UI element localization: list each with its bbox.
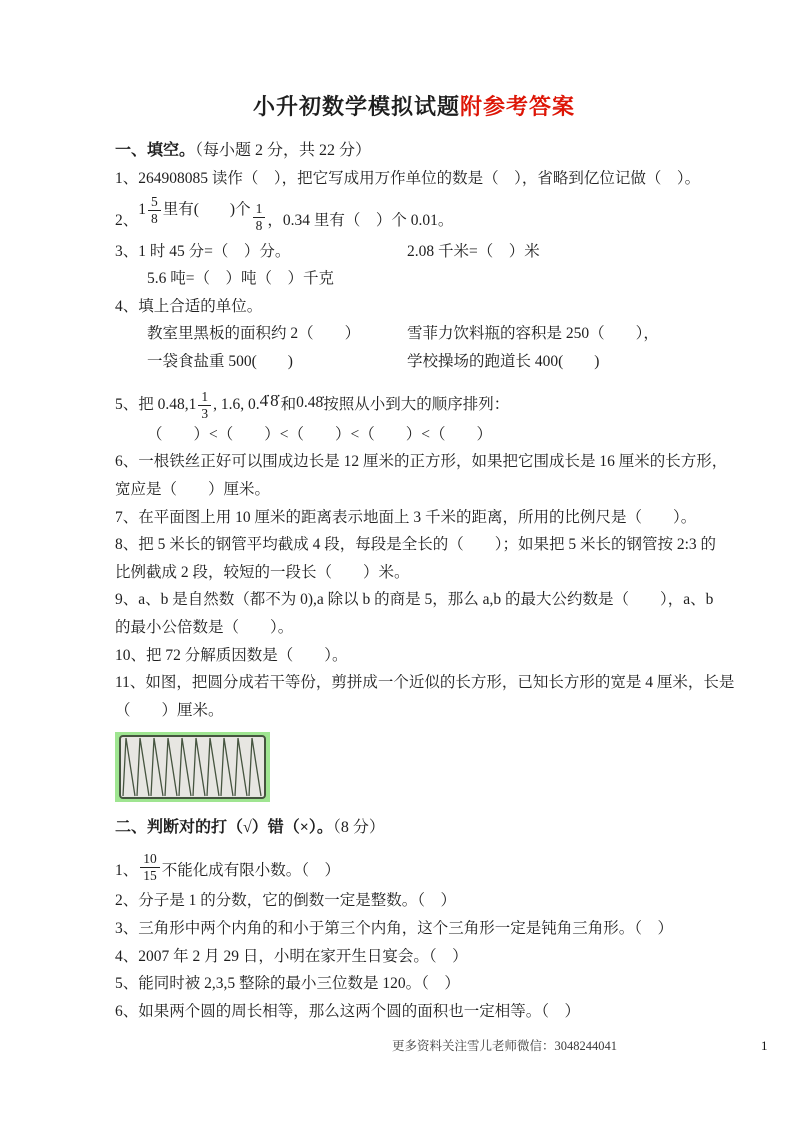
question-2-prefix: 2、 — [115, 212, 139, 230]
question-2-mixed-number — [138, 194, 251, 227]
judge-3: 3、三角形中两个内角的和小于第三个内角，这个三角形一定是钝角三角形。（ ） — [115, 919, 674, 937]
question-4-row2-left: 一袋食盐重 500( ) — [147, 352, 293, 370]
question-8-line2: 比例截成 2 段，较短的一段长（ ）米。 — [115, 563, 410, 581]
section1-heading-note: （每小题 2 分，共 22 分） — [195, 142, 372, 159]
question-9-line2: 的最小公倍数是（ ）。 — [115, 619, 294, 636]
judge-5: 5、能同时被 2,3,5 整除的最小三位数是 120。（ ） — [115, 975, 460, 993]
question-7: 7、在平面图上用 10 厘米的距离表示地面上 3 千米的距离，所用的比例尺是（ ）。 — [115, 508, 697, 526]
question-11-line1: 11、如图，把圆分成若干等份，剪拼成一个近似的长方形，已知长方形的宽是 4 厘米，长是 — [115, 674, 735, 692]
judge-1-prefix: 1、 — [115, 862, 139, 880]
question-9-line1: 9、a、b 是自然数（都不为 0),a 除以 b 的商是 5，那么 a,b 的最大公约数是（ ），a、b — [115, 591, 714, 609]
fraction-1-3: $\frac{1}{3}$ — [196, 390, 213, 421]
circle-sectors-image — [115, 732, 270, 802]
fraction-1-8: $\frac{1}{8}$ — [251, 202, 268, 233]
judge-6: 6、如果两个圆的周长相等，那么这两个圆的面积也一定相等。（ ） — [115, 1002, 581, 1020]
question-3-line2: 5.6 吨=（ ）吨（ ）千克 — [147, 270, 334, 288]
title-main: 小升初数学模拟试题 — [252, 94, 460, 119]
question-2-mid: 里有( )个 — [162, 201, 251, 219]
question-11-line2: （ ）厘米。 — [115, 701, 224, 719]
question-3-right: 2.08 千米=（ ）米 — [407, 242, 540, 260]
repeating-decimal-048: 0.48̇ — [296, 393, 324, 411]
page-title — [115, 90, 713, 121]
question-5-tail: 按照从小到大的顺序排列： — [323, 395, 510, 413]
question-4-row1-left: 教室里黑板的面积约 2（ ） — [147, 325, 361, 343]
question-5 — [115, 376, 713, 421]
question-2 — [115, 192, 713, 237]
judge-4: 4、2007 年 2 月 29 日，小明在家开生日宴会。（ ） — [115, 947, 468, 965]
question-10: 10、把 72 分解质因数是（ ）。 — [115, 646, 348, 664]
question-4-row2 — [115, 348, 713, 376]
question-2-tail: ，0.34 里有（ ）个 0.01。 — [267, 212, 454, 230]
judge-1 — [115, 842, 713, 887]
question-3-left: 3、1 时 45 分=（ ）分。 — [115, 242, 291, 260]
question-5-conj: 和 — [280, 395, 297, 413]
title-answer-note: 附参考答案 — [460, 94, 576, 119]
circle-sectors-figure — [115, 732, 713, 802]
question-6-line2: 宽应是（ ）厘米。 — [115, 481, 271, 499]
question-5-whole: 1 — [188, 395, 197, 413]
question-5-mid: , 1.6, 0. — [213, 395, 260, 413]
question-3 — [115, 238, 713, 266]
judge-2: 2、分子是 1 的分数，它的倒数一定是整数。（ ） — [115, 892, 457, 910]
question-4: 4、填上合适的单位。 — [115, 297, 263, 315]
judge-1-tail: 不能化成有限小数。（ ） — [161, 862, 341, 880]
footer-promo-text: 更多资料关注雪儿老师微信：3048244041 — [392, 1039, 618, 1053]
fraction-10-15: $\frac{10}{15}$ — [138, 852, 162, 883]
section1-heading-bold: 一、填空。 — [115, 142, 196, 159]
page-number: 1 — [761, 1038, 768, 1053]
section2-heading-note: （8 分） — [332, 819, 385, 837]
section1-heading — [115, 137, 713, 165]
question-4-row2-right: 学校操场的跑道长 400( ) — [407, 352, 600, 370]
question-2-whole: 1 — [138, 201, 147, 219]
question-4-row1 — [115, 320, 713, 348]
question-6-line1: 6、一根铁丝正好可以围成边长是 12 厘米的正方形，如果把它围成长是 16 厘米的长方形， — [115, 453, 728, 471]
section2-heading-bold: 二、判断对的打（√）错（×）。 — [115, 819, 333, 837]
question-5-prefix: 5、把 0.48, — [115, 395, 189, 413]
fraction-5-8: $\frac{5}{8}$ — [146, 195, 163, 226]
repeating-decimal-48: 4̇8̇ — [259, 390, 281, 410]
question-8-line1: 8、把 5 米长的钢管平均截成 4 段，每段是全长的（ ）；如果把 5 米长的钢管按 2:3 的 — [115, 536, 717, 554]
question-1: 1、264908085 读作（ ），把它写成用万作单位的数是（ ），省略到亿位记做（ ）。 — [115, 169, 701, 187]
section2-heading — [115, 814, 713, 842]
question-5-answer-line: （ ）<（ ）<（ ）<（ ）<（ ） — [147, 425, 492, 443]
question-4-row1-right: 雪菲力饮料瓶的容积是 250（ ）， — [407, 325, 659, 343]
